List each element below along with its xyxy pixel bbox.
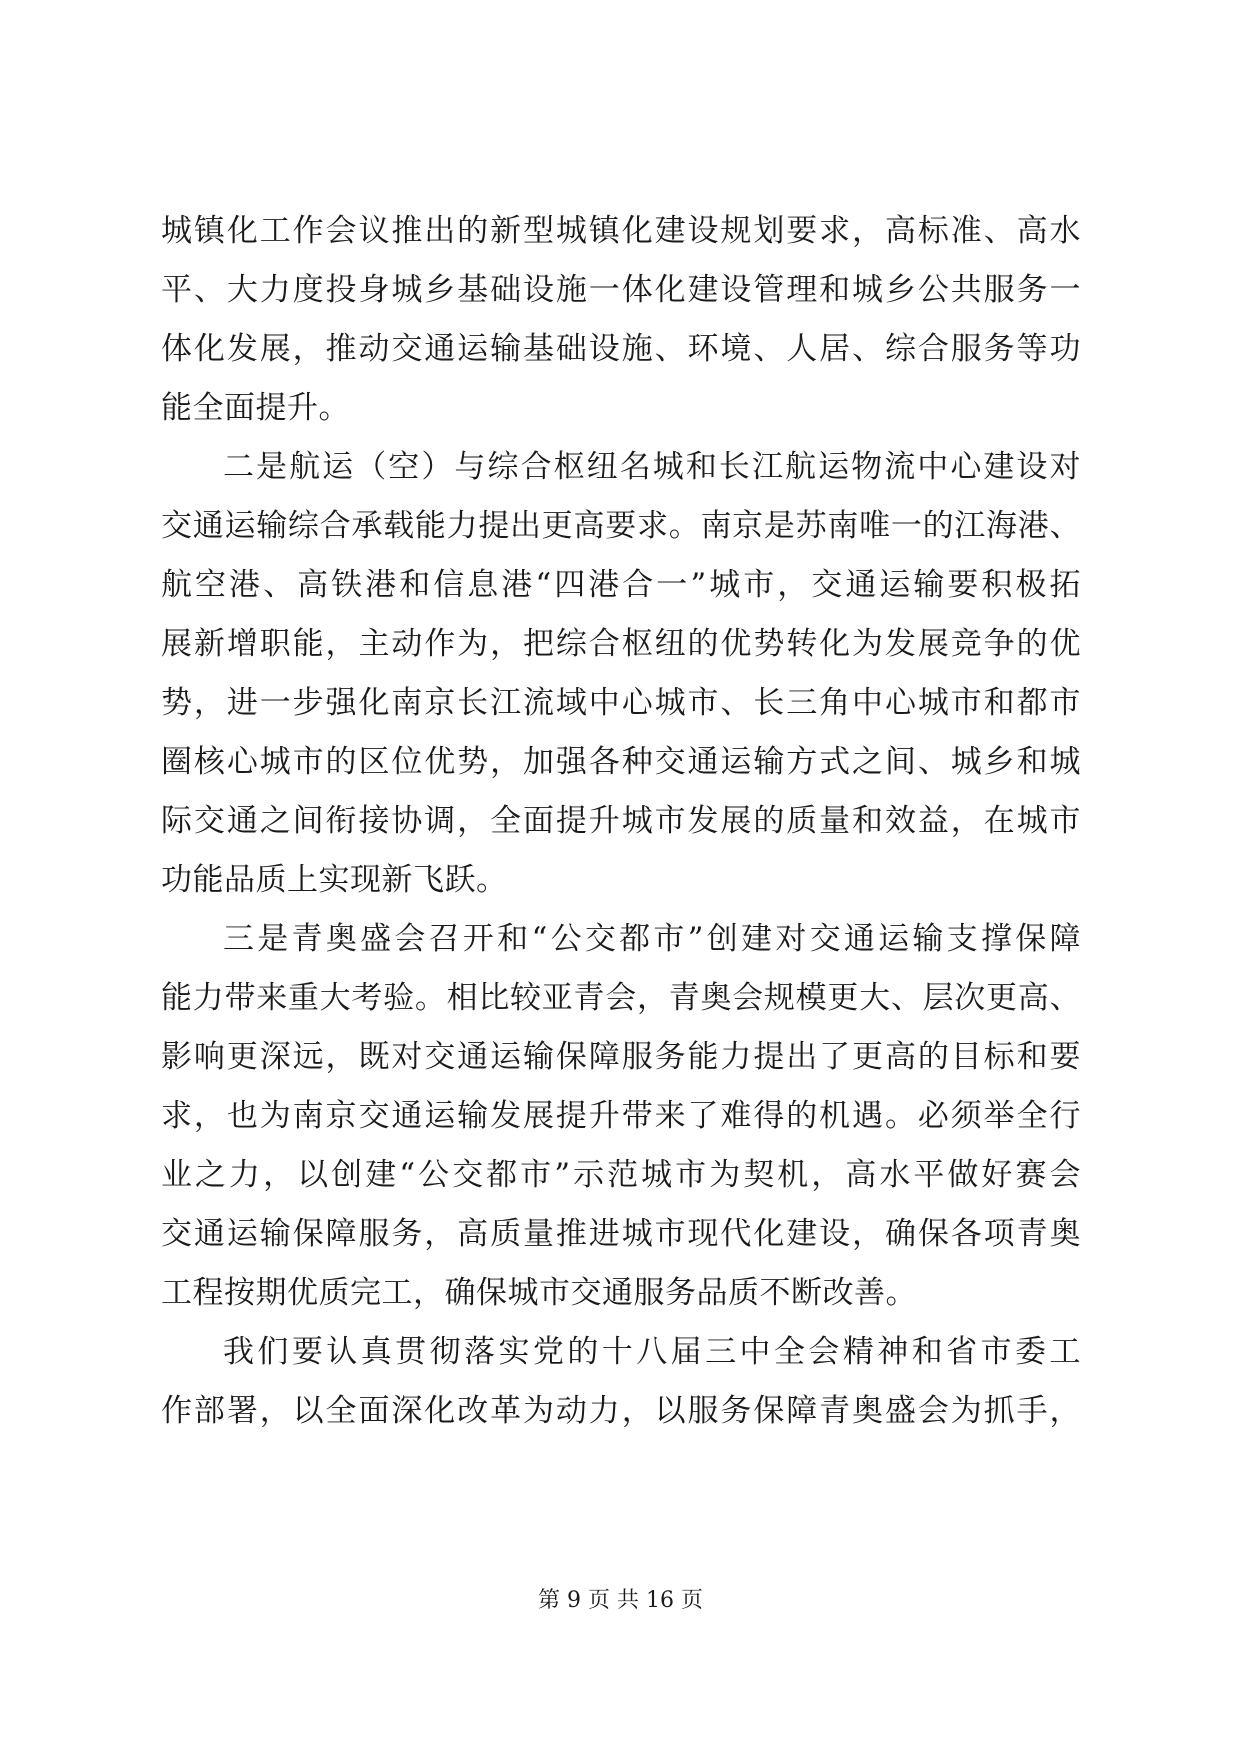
text-line: 航空港、高铁港和信息港“四港合一”城市，交通运输要积极拓 bbox=[161, 567, 1081, 603]
page-number-footer: 第 9 页 共 16 页 bbox=[538, 1588, 703, 1613]
text-line: 求，也为南京交通运输发展提升带来了难得的机遇。必须举全行 bbox=[161, 1098, 1081, 1134]
text-line: 体化发展，推动交通运输基础设施、环境、人居、综合服务等功 bbox=[161, 331, 1081, 367]
text-line: 际交通之间衔接协调，全面提升城市发展的质量和效益，在城市 bbox=[161, 803, 1081, 839]
text-line: 能力带来重大考验。相比较亚青会，青奥会规模更大、层次更高、 bbox=[161, 980, 1081, 1016]
text-line: 交通运输综合承载能力提出更高要求。南京是苏南唯一的江海港、 bbox=[161, 508, 1081, 544]
text-line: 影响更深远，既对交通运输保障服务能力提出了更高的目标和要 bbox=[161, 1039, 1081, 1075]
text-line: 功能品质上实现新飞跃。 bbox=[161, 862, 508, 898]
text-line: 城镇化工作会议推出的新型城镇化建设规划要求，高标准、高水 bbox=[161, 213, 1081, 249]
text-line: 业之力，以创建“公交都市”示范城市为契机，高水平做好赛会 bbox=[161, 1157, 1081, 1193]
text-line: 展新增职能，主动作为，把综合枢纽的优势转化为发展竞争的优 bbox=[161, 626, 1081, 662]
text-line: 工程按期优质完工，确保城市交通服务品质不断改善。 bbox=[161, 1275, 917, 1311]
text-line: 交通运输保障服务，高质量推进城市现代化建设，确保各项青奥 bbox=[161, 1216, 1081, 1252]
text-line: 能全面提升。 bbox=[161, 390, 350, 426]
text-line: 二是航运（空）与综合枢纽名城和长江航运物流中心建设对 bbox=[223, 449, 1081, 485]
text-line: 势，进一步强化南京长江流域中心城市、长三角中心城市和都市 bbox=[161, 685, 1081, 721]
text-line: 平、大力度投身城乡基础设施一体化建设管理和城乡公共服务一 bbox=[161, 272, 1081, 308]
text-line: 圈核心城市的区位优势，加强各种交通运输方式之间、城乡和城 bbox=[161, 744, 1081, 780]
text-line: 三是青奥盛会召开和“公交都市”创建对交通运输支撑保障 bbox=[223, 921, 1081, 957]
text-line: 作部署，以全面深化改革为动力，以服务保障青奥盛会为抓手， bbox=[161, 1393, 1081, 1429]
text-line: 我们要认真贯彻落实党的十八届三中全会精神和省市委工 bbox=[223, 1334, 1081, 1370]
